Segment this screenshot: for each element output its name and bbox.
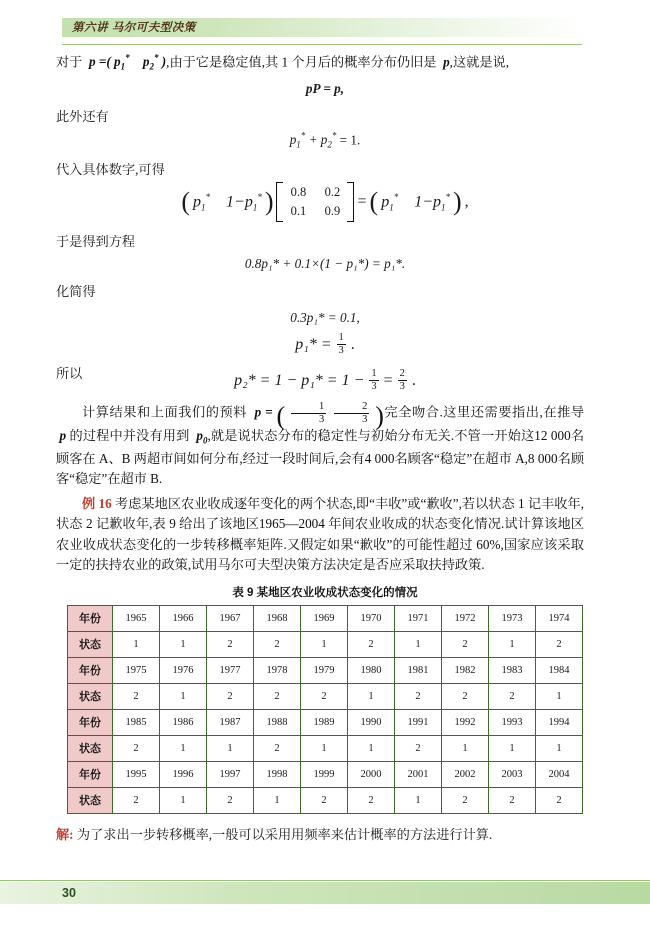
paren-open-icon: ( [369, 186, 379, 216]
cell-year: 1980 [348, 657, 395, 683]
cell-year: 2002 [442, 761, 489, 787]
cell-year: 1996 [160, 761, 207, 787]
cell-year: 1993 [489, 709, 536, 735]
paren-close-icon: ) [264, 186, 274, 216]
cell-year: 2000 [348, 761, 395, 787]
row-vector-left: $p_1^*$ $1-p_1^*$ [193, 191, 262, 213]
cell-state: 2 [254, 631, 301, 657]
row-header-year: 年份 [68, 709, 113, 735]
cell-year: 2001 [395, 761, 442, 787]
solution-text: 为了求出一步转移概率,一般可以采用用频率来估计概率的方法进行计算. [76, 826, 493, 842]
row-header-state: 状态 [68, 631, 113, 657]
equation-tail: = 1. [339, 132, 361, 148]
equation-text: $p_1^* + p_2^*$ [289, 130, 337, 150]
chapter-title: 第六讲 马尔可夫型决策 [72, 22, 196, 34]
cell-state: 2 [254, 735, 301, 761]
paragraph-stationary-intro [0, 52, 650, 75]
cell-state: 2 [442, 631, 489, 657]
cell-state: 1 [254, 787, 301, 813]
cell-year: 1988 [254, 709, 301, 735]
cell-state: 2 [395, 683, 442, 709]
cell-state: 1 [489, 631, 536, 657]
cell-year: 1981 [395, 657, 442, 683]
page-number: 30 [62, 886, 76, 900]
matrix-row [287, 183, 343, 202]
row-vector-right: $p_1^*$ $1-p_1^*$ [381, 191, 450, 213]
cell-year: 1998 [254, 761, 301, 787]
fraction-denominator: 3 [319, 414, 325, 426]
table-row [68, 735, 583, 761]
table-body [68, 605, 583, 813]
paren-close-icon: ) [452, 186, 462, 216]
cell-year: 1997 [207, 761, 254, 787]
matrix-cell-1-0: 0.1 [290, 204, 307, 218]
paren-open-icon: ( [181, 186, 191, 216]
row-header-state: 状态 [68, 735, 113, 761]
matrix-cell-0-1: 0.2 [324, 185, 341, 200]
table-row [68, 657, 583, 683]
fraction-one-third [337, 332, 346, 357]
cell-state: 1 [301, 735, 348, 761]
fraction-one-third [369, 368, 378, 393]
cell-state: 2 [395, 735, 442, 761]
text-run: 的过程中并没有用到 [69, 428, 190, 444]
equation-head: p₂* = 1 − p₁* = 1 − [234, 371, 365, 389]
cell-state: 2 [207, 683, 254, 709]
lead-substitute-numbers: 代入具体数字,可得 [56, 162, 165, 177]
solution-label: 解: [56, 826, 74, 842]
table-row [68, 761, 583, 787]
cell-year: 1991 [395, 709, 442, 735]
cell-state: 2 [207, 631, 254, 657]
cell-state: 2 [301, 787, 348, 813]
cell-state: 1 [395, 631, 442, 657]
cell-state: 2 [348, 787, 395, 813]
cell-year: 1990 [348, 709, 395, 735]
cell-state: 2 [348, 631, 395, 657]
fraction-one-third [291, 401, 326, 426]
equation-sum-probabilities [0, 131, 650, 150]
cell-year: 1986 [160, 709, 207, 735]
cell-year: 1992 [442, 709, 489, 735]
row-header-year: 年份 [68, 761, 113, 787]
fraction-denominator: 3 [338, 345, 344, 357]
row-header-year: 年份 [68, 605, 113, 631]
paragraph-conclusion [0, 401, 650, 490]
cell-year: 1969 [301, 605, 348, 631]
cell-state: 1 [395, 787, 442, 813]
cell-state: 1 [301, 631, 348, 657]
cell-state: 2 [536, 631, 583, 657]
fraction-denominator: 3 [362, 414, 368, 426]
cell-year: 1967 [207, 605, 254, 631]
cell-state: 1 [160, 683, 207, 709]
crop-state-table [67, 605, 583, 814]
lead-thus-equation: 于是得到方程 [56, 234, 136, 249]
equals-sign: = [357, 193, 367, 210]
table-row [68, 709, 583, 735]
header-divider [62, 44, 582, 45]
cell-state: 2 [442, 683, 489, 709]
cell-year: 1966 [160, 605, 207, 631]
cell-year: 1999 [301, 761, 348, 787]
cell-year: 1968 [254, 605, 301, 631]
equals-sign: = [383, 371, 393, 389]
cell-state: 1 [207, 735, 254, 761]
matrix-cells [283, 182, 347, 222]
fraction-two-thirds [334, 401, 369, 426]
vector-p-symbol: p [439, 54, 450, 70]
cell-state: 1 [160, 787, 207, 813]
paren-close-icon: ) [375, 401, 384, 431]
vector-p-symbol: p [56, 428, 70, 444]
cell-state: 2 [207, 787, 254, 813]
footer-divider [0, 880, 650, 881]
cell-year: 1972 [442, 605, 489, 631]
equation-label: p₁* = [295, 335, 332, 353]
fraction-denominator: 3 [399, 381, 405, 393]
transition-matrix [276, 182, 354, 222]
fraction-numerator: 1 [369, 368, 378, 381]
bracket-left-icon [276, 182, 283, 222]
cell-state: 1 [160, 735, 207, 761]
row-header-year: 年份 [68, 657, 113, 683]
fraction-numerator: 1 [291, 401, 326, 414]
cell-year: 2003 [489, 761, 536, 787]
cell-state: 2 [254, 683, 301, 709]
cell-state: 2 [489, 787, 536, 813]
cell-state: 1 [160, 631, 207, 657]
lead-simplify: 化简得 [56, 284, 96, 299]
cell-state: 2 [442, 787, 489, 813]
paragraph-solution [0, 824, 650, 843]
cell-year: 1987 [207, 709, 254, 735]
cell-year: 1965 [113, 605, 160, 631]
comma: , [464, 193, 469, 210]
matrix-cell-1-1: 0.9 [324, 204, 341, 218]
cell-year: 1994 [536, 709, 583, 735]
row-header-state: 状态 [68, 787, 113, 813]
cell-state: 1 [536, 683, 583, 709]
cell-state: 2 [536, 787, 583, 813]
cell-year: 1995 [113, 761, 160, 787]
row-header-state: 状态 [68, 683, 113, 709]
table-caption: 表 9 某地区农业收成状态变化的情况 [232, 586, 418, 599]
cell-state: 1 [536, 735, 583, 761]
period: . [350, 335, 355, 353]
text-run: 对于 [56, 54, 83, 70]
bracket-right-icon [347, 182, 354, 222]
cell-year: 1983 [489, 657, 536, 683]
cell-year: 1976 [160, 657, 207, 683]
table-row [68, 605, 583, 631]
equation-pP-equals-p: pP = p, [305, 80, 345, 96]
fraction-numerator: 1 [337, 332, 346, 345]
fraction-numerator: 2 [398, 368, 407, 381]
fraction-denominator: 3 [371, 381, 377, 393]
cell-year: 1984 [536, 657, 583, 683]
equation-matrix-form [0, 182, 650, 222]
vector-p-symbol: p = [250, 404, 273, 420]
lead-therefore: 所以 [56, 366, 83, 382]
table-row [68, 787, 583, 813]
equation-p1-value [0, 332, 650, 357]
example-text: 考虑某地区农业收成逐年变化的两个状态,即“丰收”或“歉收”,若以状态 1 记丰收年,状态 2 记歉收年,表 9 给出了该地区1965—2004 年间农业收成的状态变化情况.试计算该地区农业收成状态变化的一步转移概率矩阵.又假定如果“歉收”的可能性超过 60%,国家应该采取一定的扶持农业的政策,试用马尔可夫型决策方法决定是否应采取扶持政策. [56, 495, 584, 573]
footer-band [0, 882, 650, 904]
table-row [68, 683, 583, 709]
cell-state: 1 [348, 683, 395, 709]
lead-moreover: 此外还有 [56, 108, 109, 124]
equation-p2-value [0, 368, 650, 393]
text-run: 完全吻合.这里还需要指出,在推导 [383, 404, 585, 420]
fraction-numerator: 2 [334, 401, 369, 414]
cell-state: 1 [348, 735, 395, 761]
paragraph-example-16 [0, 494, 650, 576]
equation-simplified: 0.3p₁* = 0.1, [290, 310, 360, 325]
paren-open-icon: ( [276, 401, 286, 431]
cell-year: 1971 [395, 605, 442, 631]
cell-state: 1 [113, 631, 160, 657]
cell-state: 2 [301, 683, 348, 709]
text-run: ,就是说状态分布的稳定性与初始分布无关.不管一开始这12 000名顾客在 A、B 两超市间如何分布,经过一段时间后,会有4 000名顾客“稳定”在超市 A,8 000名顾客“稳定”在超市 B. [56, 428, 585, 487]
cell-state: 1 [489, 735, 536, 761]
cell-state: 2 [113, 683, 160, 709]
vector-p0-symbol: $p_0$ [192, 428, 208, 447]
text-run: 计算结果和上面我们的预料 [82, 404, 247, 420]
cell-year: 1978 [254, 657, 301, 683]
cell-year: 1977 [207, 657, 254, 683]
cell-year: 1979 [301, 657, 348, 683]
text-run: ,由于它是稳定值,其 1 个月后的概率分布仍旧是 [166, 54, 437, 70]
matrix-row [287, 202, 343, 221]
cell-year: 1982 [442, 657, 489, 683]
cell-state: 2 [113, 735, 160, 761]
cell-year: 1973 [489, 605, 536, 631]
cell-year: 1989 [301, 709, 348, 735]
cell-year: 1974 [536, 605, 583, 631]
example-label: 例 16 [82, 495, 112, 511]
equation-expanded: 0.8p₁* + 0.1×(1 − p₁*) = p₁*. [244, 256, 406, 271]
cell-year: 1970 [348, 605, 395, 631]
cell-state: 2 [489, 683, 536, 709]
fraction-two-thirds [398, 368, 407, 393]
cell-state: 1 [442, 735, 489, 761]
matrix-cell-0-0: 0.8 [290, 185, 307, 200]
cell-year: 1975 [113, 657, 160, 683]
text-run: ,这就是说, [449, 54, 510, 70]
period: . [411, 371, 416, 389]
vector-p-definition: p =( $p_1^*$ $p_2^*$ ) [85, 53, 167, 73]
table-row [68, 631, 583, 657]
document-body [0, 52, 650, 856]
cell-year: 2004 [536, 761, 583, 787]
cell-state: 2 [113, 787, 160, 813]
cell-year: 1985 [113, 709, 160, 735]
